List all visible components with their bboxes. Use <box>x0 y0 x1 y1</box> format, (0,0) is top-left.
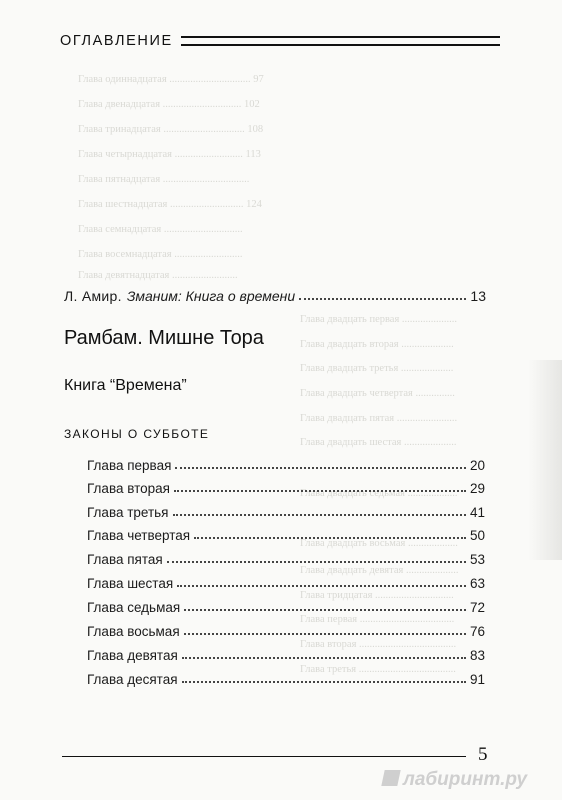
chapter-page-number: 83 <box>469 648 485 663</box>
dot-leader <box>194 536 466 539</box>
chapter-label: Глава вторая <box>87 481 170 496</box>
dot-leader <box>184 608 466 611</box>
chapter-entry[interactable] <box>87 648 485 663</box>
ghost-line: Глава четырнадцатая .......................... 113 <box>78 149 261 160</box>
chapter-page-number: 41 <box>469 505 485 520</box>
ghost-line: Глава тридцатая .............................. <box>300 590 454 601</box>
chapter-label: Глава восьмая <box>87 624 180 639</box>
chapter-entry[interactable] <box>87 600 485 615</box>
page-number: 5 <box>478 744 488 765</box>
entry-page-number: 13 <box>470 288 486 304</box>
ghost-line: Глава двадцать девятая .................... <box>300 565 459 576</box>
ghost-line: Глава первая .................................... <box>300 614 455 625</box>
chapter-label: Глава девятая <box>87 648 178 663</box>
ghost-line: Глава двенадцатая .............................. 102 <box>78 99 260 110</box>
chapter-page-number: 63 <box>469 576 485 591</box>
chapter-entry[interactable] <box>87 481 485 496</box>
section-title: ЗАКОНЫ О СУББОТЕ <box>64 427 210 441</box>
ghost-line: Глава третья ..................................... <box>300 664 456 675</box>
dot-leader <box>182 656 466 659</box>
ghost-line: Глава двадцать четвертая ............... <box>300 388 455 399</box>
chapter-entry[interactable] <box>87 576 485 591</box>
dot-leader <box>174 489 466 492</box>
chapter-entry[interactable] <box>87 552 485 567</box>
chapter-page-number: 50 <box>469 528 485 543</box>
chapter-entry[interactable] <box>87 672 485 687</box>
ghost-line: Глава двадцать пятая ....................... <box>300 413 458 424</box>
book-title: Книга “Времена” <box>64 377 187 394</box>
entry-author: Л. Амир. <box>64 288 122 304</box>
chapter-entry[interactable] <box>87 505 485 520</box>
watermark <box>383 769 527 791</box>
chapter-label: Глава десятая <box>87 672 178 687</box>
chapter-label: Глава третья <box>87 505 169 520</box>
chapter-label: Глава первая <box>87 458 172 473</box>
toc-entry-intro[interactable] <box>64 288 486 304</box>
chapter-entry[interactable] <box>87 458 485 473</box>
footer-rule <box>62 756 466 757</box>
chapter-label: Глава четвертая <box>87 528 191 543</box>
dot-leader <box>182 680 466 683</box>
chapter-label: Глава пятая <box>87 552 163 567</box>
chapter-page-number: 20 <box>469 458 485 473</box>
ghost-line: Глава восемнадцатая .......................... <box>78 249 243 260</box>
ghost-line: Глава шестнадцатая ............................ 124 <box>78 199 262 210</box>
chapter-page-number: 53 <box>469 552 485 567</box>
chapter-label: Глава шестая <box>87 576 174 591</box>
dot-leader <box>175 466 466 469</box>
dot-leader <box>167 560 466 563</box>
ghost-line: Глава двадцать седьмая ................... <box>300 488 458 499</box>
ghost-line: Глава двадцать шестая .................... <box>300 437 457 448</box>
dot-leader <box>299 297 466 300</box>
toc-heading: ОГЛАВЛЕНИЕ <box>60 33 173 49</box>
ghost-line: Глава вторая ..................................... <box>300 639 457 650</box>
chapter-page-number: 29 <box>469 481 485 496</box>
watermark-logo-icon <box>381 770 400 786</box>
ghost-line: Глава девятнадцатая ......................... <box>78 270 238 281</box>
dot-leader <box>177 584 466 587</box>
toc-header <box>60 33 500 49</box>
header-double-rule <box>181 36 500 46</box>
ghost-line: Глава двадцать восьмая ................... <box>300 538 458 549</box>
ghost-line: Глава семнадцатая .............................. <box>78 224 243 235</box>
ghost-line: Глава двадцать третья .................... <box>300 363 454 374</box>
dot-leader <box>173 513 466 516</box>
ghost-line: Глава двадцать вторая .................... <box>300 339 454 350</box>
chapter-page-number: 76 <box>469 624 485 639</box>
chapter-entry[interactable] <box>87 624 485 639</box>
ghost-line: Глава одиннадцатая ............................... 97 <box>78 74 264 85</box>
ghost-line: Глава тринадцатая ............................... 108 <box>78 124 264 135</box>
entry-title: Зманим: Книга о времени <box>126 288 296 304</box>
part-title: Рамбам. Мишне Тора <box>64 327 264 349</box>
chapter-entry[interactable] <box>87 528 485 543</box>
chapter-label: Глава седьмая <box>87 600 181 615</box>
dot-leader <box>184 632 466 635</box>
chapter-page-number: 72 <box>469 600 485 615</box>
watermark-text: лабиринт.ру <box>403 769 528 790</box>
ghost-line: Глава пятнадцатая ................................. <box>78 174 250 185</box>
chapter-page-number: 91 <box>469 672 485 687</box>
page-edge-shadow <box>528 360 562 560</box>
ghost-line: Глава двадцать первая ..................... <box>300 314 458 325</box>
